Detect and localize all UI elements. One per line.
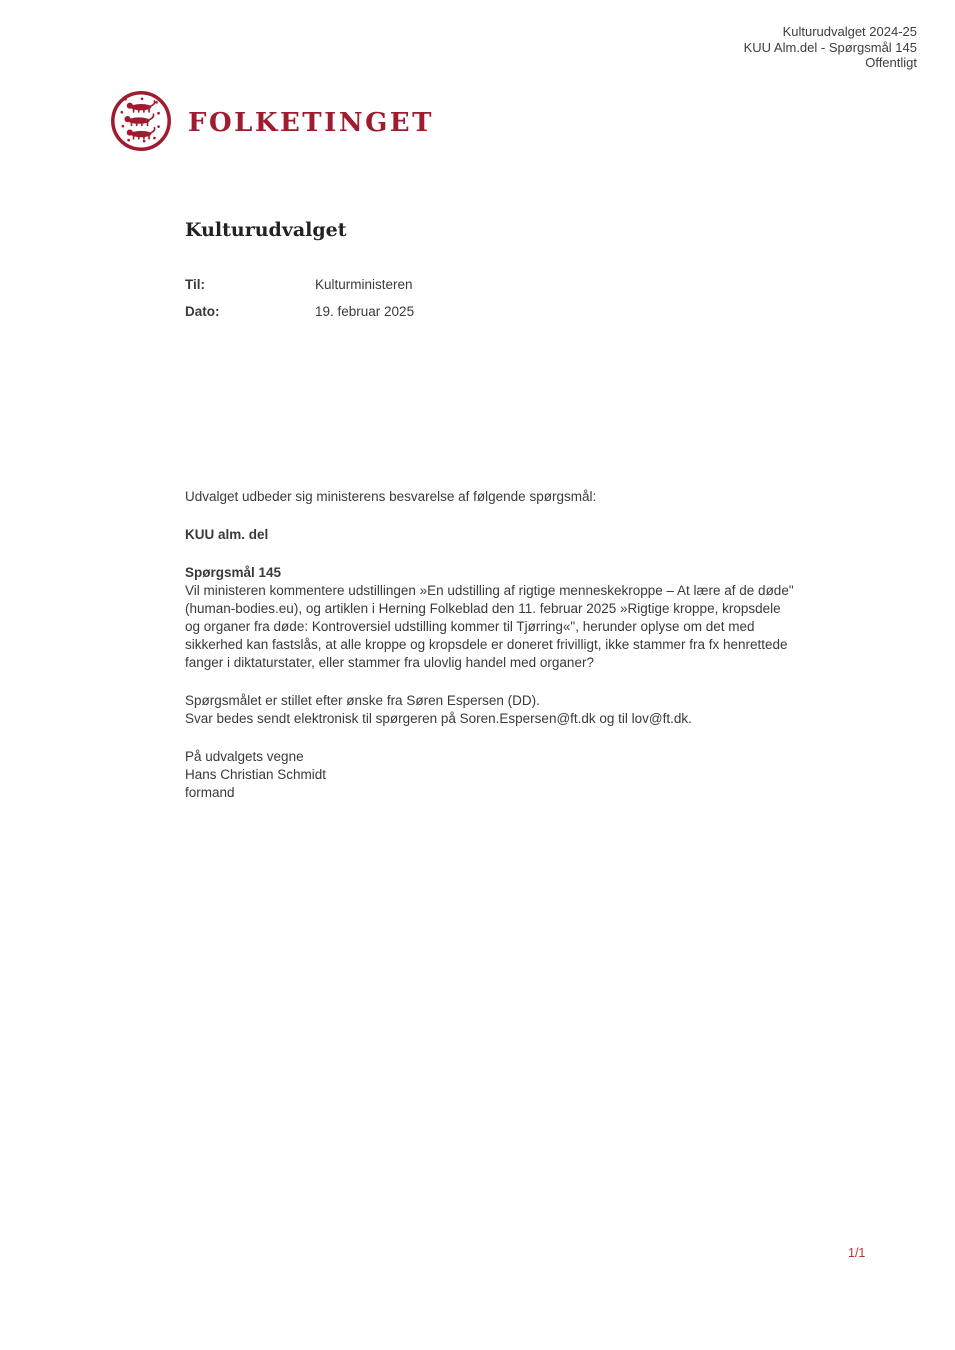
header-meta-committee: Kulturudvalget 2024-25 xyxy=(782,24,917,39)
to-value: Kulturministeren xyxy=(315,277,413,292)
question-text: Vil ministeren kommentere udstillingen »En udstilling af rigtige menneskekroppe – At lære af de døde" (human-bodies.eu), og artiklen i Herning Folkeblad den 11. februar 2025 »Rigtige kroppe, kropsdele og organer fra døde: Kontroversiel udstilling kommer til Tjørring«", herunder oplyse om det med sikkerhed kan fastslås, at alle kroppe og kropsdele er doneret frivilligt, ikke stammer fra fx henrettede fanger i diktaturstater, eller stammer fra ulovlig handel med organer? xyxy=(185,583,794,670)
header-meta xyxy=(744,24,917,71)
letter-body xyxy=(185,488,799,802)
header-meta-case-ref: KUU Alm.del - Spørgsmål 145 xyxy=(743,39,917,55)
folketinget-coat-of-arms-icon xyxy=(110,90,172,152)
question-heading: Spørgsmål 145 xyxy=(185,565,282,580)
page-title: Kulturudvalget xyxy=(185,219,347,241)
folketinget-logo xyxy=(110,90,434,152)
to-label: Til: xyxy=(185,277,205,292)
folketinget-wordmark: FOLKETINGET xyxy=(188,108,434,138)
signature-name: Hans Christian Schmidt xyxy=(185,767,327,782)
page-number: 1/1 xyxy=(848,1246,866,1260)
date-label: Dato: xyxy=(185,304,220,319)
signature-role: formand xyxy=(185,785,235,800)
signature-block xyxy=(185,748,799,802)
recipient-date-fields xyxy=(185,276,414,320)
date-value: 19. februar 2025 xyxy=(315,304,415,319)
header-meta-visibility: Offentligt xyxy=(865,55,917,70)
request-origin-line: Spørgsmålet er stillet efter ønske fra Søren Espersen (DD). xyxy=(185,693,540,708)
signature-on-behalf: På udvalgets vegne xyxy=(185,749,304,764)
request-reply-line: Svar bedes sendt elektronisk til spørgeren på Soren.Espersen@ft.dk og til lov@ft.dk. xyxy=(185,711,692,726)
case-reference: KUU alm. del xyxy=(185,527,269,542)
intro-line: Udvalget udbeder sig ministerens besvarelse af følgende spørgsmål: xyxy=(185,489,597,504)
